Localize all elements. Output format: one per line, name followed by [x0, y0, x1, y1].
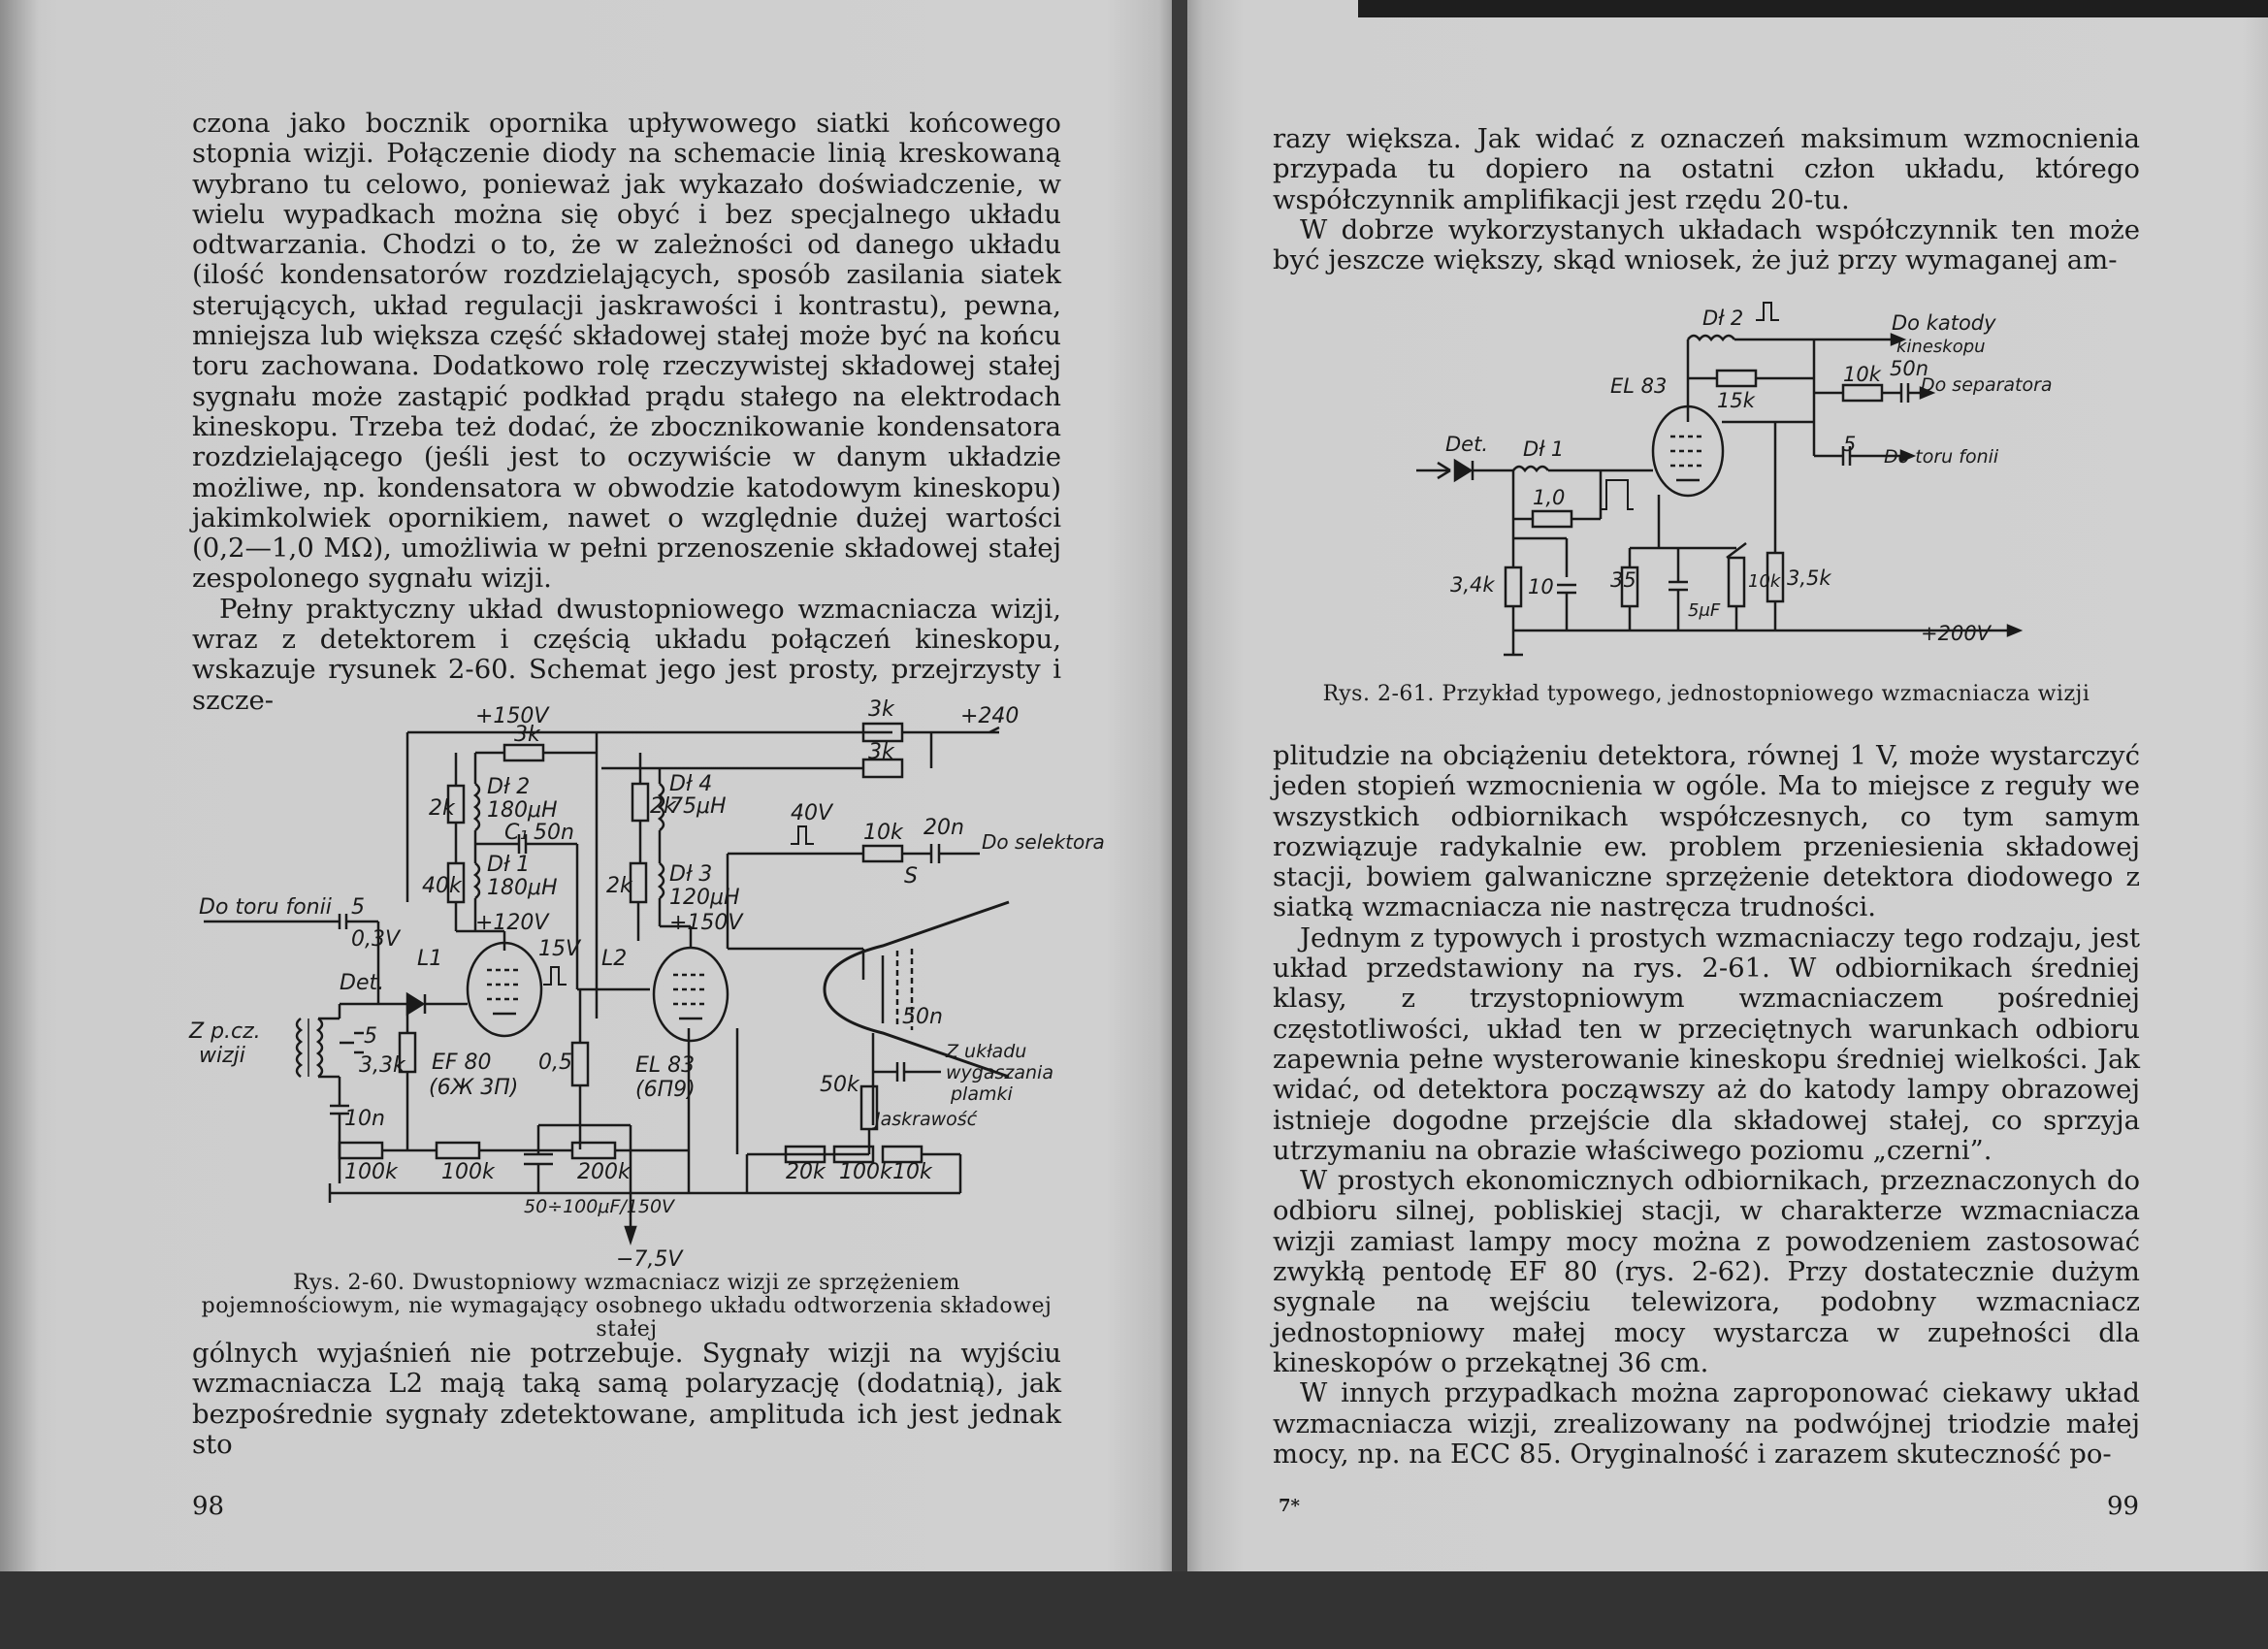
label: 20k	[786, 1160, 826, 1184]
label: S	[904, 864, 918, 889]
paragraph: W prostych ekonomicznych odbiornikach, przeznaczonych do odbioru silnej, pobliskiej stacji, w charakterze wzmacniacza wizji zamiast lampy mocy można z powodzeniem zastosować zwykłą pentodę EF 80 (rys. 2-62). Przy dostatecznie dużym sygnale na wejściu telewizora, podobny wzmacniacz jednostopniowy małej mocy wystarcza w zupełności dla kineskopów o przekątnej 36 cm.	[1273, 1165, 2140, 1378]
label: 100k	[441, 1160, 495, 1184]
label: 10k	[892, 1160, 932, 1184]
paragraph: gólnych wyjaśnień nie potrzebuje. Sygnały wizji na wyjściu wzmacniacza L2 mają taką samą polaryzację (dodatnią), jak bezpośrednie sygnały zdetektowane, amplituda ich jest jednak sto	[192, 1338, 1061, 1460]
label: (6Ж 3П)	[429, 1076, 519, 1100]
label: 100k	[839, 1160, 892, 1184]
label: wygaszania	[946, 1062, 1053, 1083]
label: 5	[351, 895, 365, 920]
label: 5	[1843, 433, 1857, 456]
figure-2-61-schematic	[1407, 296, 2053, 664]
label: 10k	[1748, 571, 1781, 592]
label: 2k	[429, 796, 455, 821]
label: EL 83	[1610, 374, 1668, 398]
label: EF 80	[432, 1051, 492, 1075]
label: 20n	[923, 816, 964, 840]
label: 2k	[650, 794, 676, 819]
label: 120μH	[669, 886, 740, 910]
label: plamki	[951, 1083, 1013, 1105]
paragraph: plitudzie na obciążeniu detektora, równej 1 V, może wystarczyć jeden stopień wzmocnienia w ogóle. Ma to miejsce z reguły we wszystkich odbiornikach współczesnych, co tym samym rozwiązuje radykalnie ew. problem przeniesienia składowej stacji, bowiem galwaniczne sprzężenie detektora diodowego z siatką wzmacniacza nie nastręcza trudności.	[1273, 740, 2140, 923]
left-bottom-text	[192, 1339, 1061, 1460]
label: Do toru fonii	[199, 895, 332, 920]
book-gutter	[1172, 0, 1187, 1649]
label: L1	[417, 947, 443, 971]
paragraph: W innych przypadkach można zaproponować ciekawy układ wzmacniacza wizji, zrealizowany na podwójnej triodzie małej mocy, np. na ECC 85. Oryginalność i zarazem skuteczność po-	[1273, 1377, 2140, 1470]
top-shadow	[1358, 0, 2268, 17]
label: 0,3V	[351, 927, 401, 952]
label: 50n	[534, 821, 574, 845]
label: 50n	[1890, 357, 1929, 380]
label: 3k	[868, 740, 894, 764]
label: 50k	[820, 1073, 859, 1097]
label: +240	[960, 704, 1020, 728]
label: (6П9)	[635, 1078, 696, 1102]
label: Do selektora	[982, 830, 1105, 854]
label: Dł 2	[1702, 307, 1744, 330]
label: 15k	[1717, 389, 1755, 412]
label: Det.	[1445, 433, 1488, 456]
label: Det.	[340, 971, 385, 995]
paragraph: W dobrze wykorzystanych układach współczynnik ten może być jeszcze większy, skąd wniosek, że już przy wymaganej am-	[1273, 213, 2140, 276]
page-number-right: 99	[2107, 1492, 2140, 1521]
label: Z p.cz.	[189, 1019, 261, 1044]
label: kineskopu	[1896, 337, 1986, 357]
figure-2-60-caption: Rys. 2-60. Dwustopniowy wzmacniacz wizji ze sprzężeniem pojemnościowym, nie wymagający osobnego układu odtworzenia składowej stałej	[201, 1271, 1053, 1342]
label: 5	[364, 1024, 377, 1049]
figure-2-60-schematic	[184, 697, 1105, 1272]
label: +120V	[475, 911, 549, 935]
paragraph: razy większa. Jak widać z oznaczeń maksimum wzmocnienia przypada tu dopiero na ostatni człon układu, którego współczynnik amplifikacji jest rzędu 20-tu.	[1273, 123, 2140, 215]
label: 10k	[863, 821, 903, 845]
label: 40k	[422, 874, 462, 898]
label: Do katody	[1892, 311, 1996, 335]
label: Jaskrawość	[875, 1109, 978, 1130]
paragraph: czona jako bocznik opornika upływowego siatki końcowego stopnia wizji. Połączenie diody na schemacie linią kreskowaną wybrano tu celowo, ponieważ jak wykazało doświadczenie, w wielu wypadkach można się obyć i bez specjalnego układu odtwarzania. Chodzi o to, że w zależności od danego układu (ilość kondensatorów rozdzielających, sposób zasilania siatek sterujących, układ regulacji jaskrawości i kontrastu), pewna, mniejsza lub większa część składowej stałej może być na końcu toru zachowana. Dodatkowo rolę rzeczywistej składowej stałej sygnału może zastąpić podkład prądu stałego na elektrodach kineskopu. Trzeba też dodać, że zbocznikowanie kondensatora rozdzielającego (jeśli jest to oczywiście w danym układzie możliwe, np. kondensatora w obwodzie katodowym kineskopu) jakimkolwiek opornikiem, nawet o względnie dużej wartości (0,2—1,0 MΩ), umożliwia w pełni przenoszenie składowej stałej zespolonego sygnału wizji.	[192, 108, 1061, 595]
label: +150V	[669, 911, 743, 935]
label: 3,4k	[1450, 573, 1495, 597]
label: 0,5	[538, 1051, 572, 1075]
signature-mark: 7*	[1279, 1496, 1300, 1516]
label: 75μH	[669, 794, 727, 819]
label: 15V	[538, 937, 581, 961]
label: Do toru fonii	[1884, 446, 1999, 468]
label: +150V	[475, 704, 549, 728]
label: 1,0	[1533, 486, 1566, 509]
label: 35	[1610, 568, 1636, 592]
page-number-left: 98	[192, 1492, 225, 1521]
label: L2	[601, 947, 628, 971]
label: 3,3k	[359, 1053, 405, 1078]
label: 10n	[344, 1107, 385, 1131]
label: Do separatora	[1921, 374, 2053, 396]
paragraph: Jednym z typowych i prostych wzmacniaczy tego rodzaju, jest układ przedstawiony na rys. 2-61. W odbiornikach średniej klasy, z trzystopniowym wzmacniaczem pośredniej częstotliwości, układ ten w przeciętnych warunkach odbioru zapewnia pełne wysterowanie kineskopu średniej wielkości. Jak widać, od detektora począwszy aż do katody lampy obrazowej istnieje dogodne przejście dla składowej stałej, co sprzyja utrzymaniu na obrazie właściwego poziomu „czerni”.	[1273, 922, 2140, 1166]
label: 3k	[514, 723, 540, 747]
right-main-text	[1273, 741, 2140, 1470]
label: Z układu	[946, 1041, 1027, 1062]
right-top-text	[1273, 124, 2140, 275]
label: 180μH	[487, 876, 558, 900]
figure-2-61-caption: Rys. 2-61. Przykład typowego, jednostopniowego wzmacniacza wizji	[1322, 682, 2090, 706]
label: 3,5k	[1787, 566, 1831, 590]
label: Dł 2	[487, 775, 531, 799]
paragraph: Pełny praktyczny układ dwustopniowego wzmacniacza wizji, wraz z detektorem i częścią układu połączeń kineskopu, wskazuje rysunek 2-60. Schemat jego jest prosty, przejrzysty i szcze-	[192, 593, 1061, 716]
label: Dł 1	[1523, 437, 1565, 461]
label: 200k	[577, 1160, 631, 1184]
left-top-text	[192, 109, 1061, 716]
label: −7,5V	[616, 1247, 683, 1272]
label: 50n	[902, 1005, 943, 1029]
label: 50÷100μF/150V	[524, 1196, 675, 1217]
bottom-background	[0, 1571, 2268, 1649]
label: 40V	[791, 801, 833, 825]
label: wizji	[199, 1044, 245, 1068]
label: 10k	[1843, 363, 1881, 386]
label: Dł 1	[487, 853, 531, 877]
label: 3k	[868, 697, 894, 722]
label: 5μF	[1688, 600, 1721, 621]
label: EL 83	[635, 1053, 696, 1078]
label: 10	[1528, 575, 1554, 598]
label: +200V	[1921, 622, 1992, 645]
label: 180μH	[487, 798, 558, 823]
label: Dł 3	[669, 862, 713, 887]
label: 100k	[344, 1160, 398, 1184]
label: C₁	[504, 821, 529, 845]
label: Dł 4	[669, 772, 713, 796]
label: 2k	[606, 874, 632, 898]
